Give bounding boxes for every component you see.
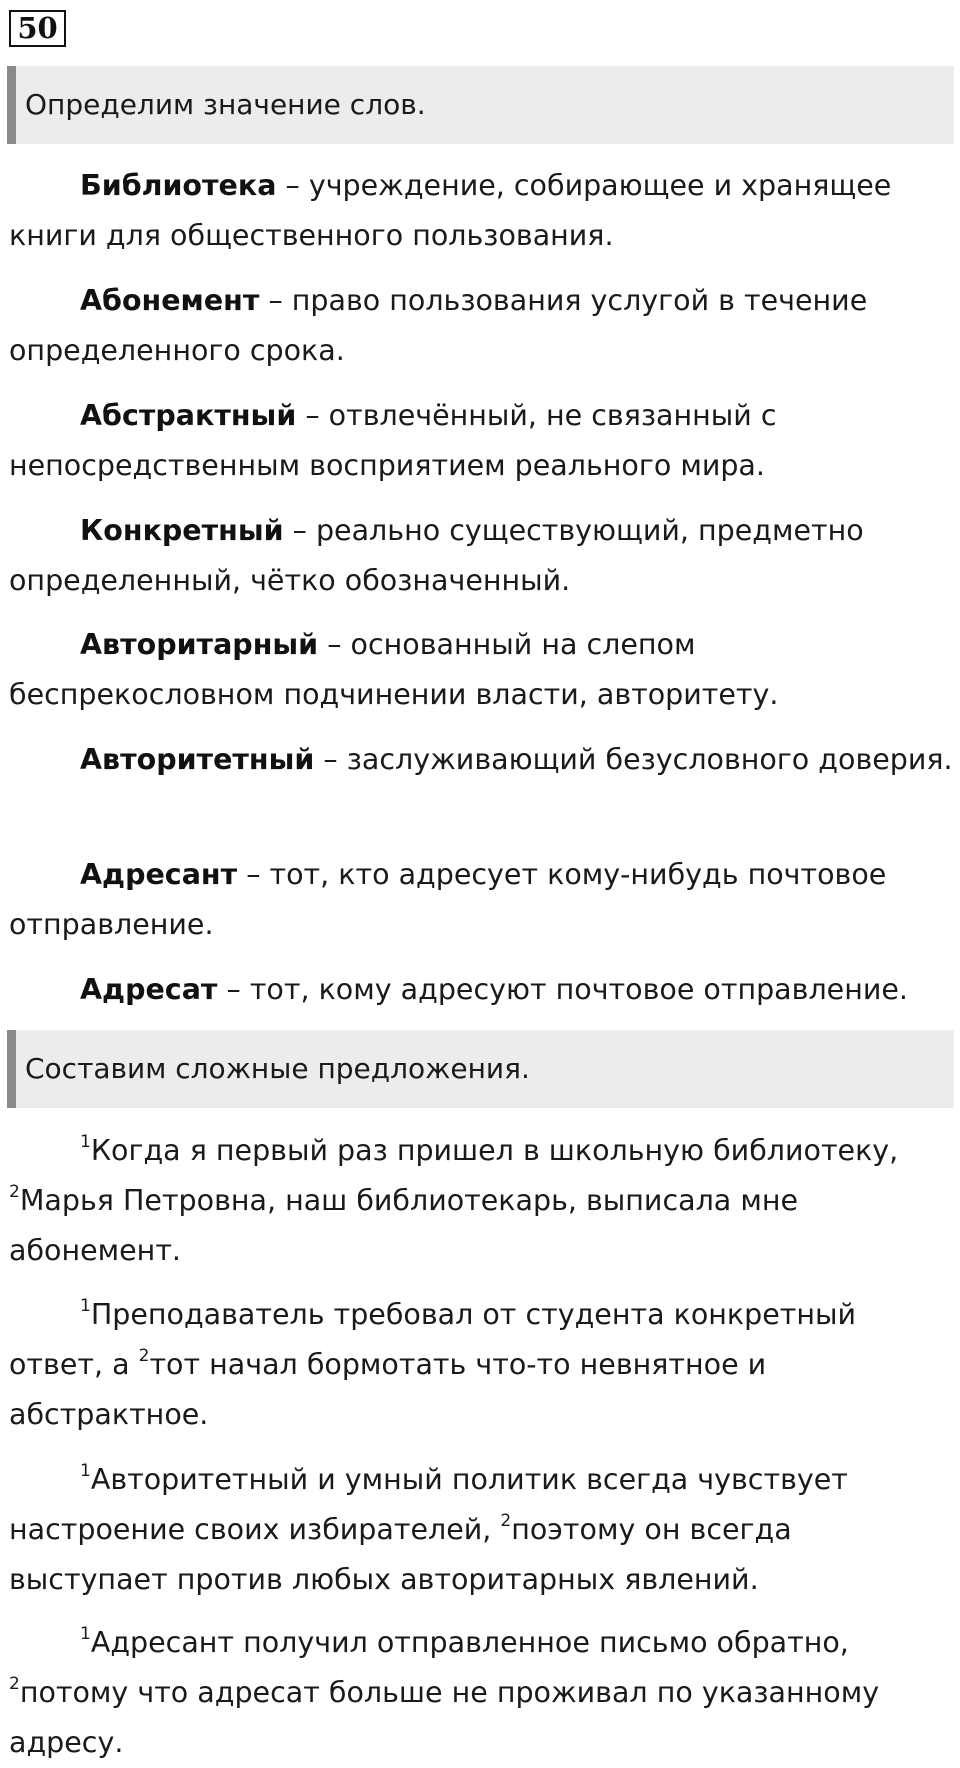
sentence-paragraph (9, 1290, 954, 1440)
section-heading-definitions: Определим значение слов. (7, 66, 954, 144)
definition-term: Адресат (80, 973, 218, 1006)
clause-text: тот начал бормотать что-то невнятное и абстрактное. (9, 1348, 767, 1431)
definition-separator: – (283, 514, 316, 547)
definition-term: Адресант (80, 858, 238, 891)
definition-paragraph (9, 735, 954, 785)
definition-separator: – (217, 973, 250, 1006)
definition-paragraph (9, 965, 954, 1015)
section-heading-sentences: Составим сложные предложения. (7, 1030, 954, 1108)
definition-term: Библиотека (80, 169, 277, 202)
definition-separator: – (276, 169, 309, 202)
clause-text: Когда я первый раз пришел в школьную библиотеку, (90, 1134, 899, 1167)
clause-marker: 1 (80, 1624, 91, 1644)
definition-term: Авторитетный (80, 743, 315, 776)
definition-separator: – (237, 858, 270, 891)
clause-marker: 2 (500, 1511, 512, 1531)
task-number-box: 50 (9, 10, 66, 47)
sentence-paragraph (9, 1618, 954, 1768)
sentence-paragraph (9, 1455, 954, 1605)
clause-marker: 2 (9, 1182, 20, 1202)
definition-paragraph (9, 506, 954, 606)
sentence-paragraph (9, 1126, 954, 1276)
definition-term: Абонемент (80, 284, 260, 317)
definition-text: учреждение, собирающее и хранящее книги для общественного пользования. (9, 169, 892, 252)
clause-text: Адресант получил отправленное письмо обратно, (90, 1626, 849, 1659)
definition-term: Абстрактный (80, 399, 297, 432)
clause-text: Авторитетный и умный политик всегда чувствует настроение своих избирателей, (9, 1463, 848, 1546)
clause-text: Преподаватель требовал от студента конкретный ответ, а (9, 1298, 856, 1381)
definition-paragraph (9, 276, 954, 376)
definition-paragraph (9, 850, 954, 950)
definition-separator: – (259, 284, 292, 317)
clause-text: поэтому он всегда выступает против любых авторитарных явлений. (9, 1513, 792, 1596)
clause-text: Марья Петровна, наш библиотекарь, выписала мне абонемент. (9, 1184, 798, 1267)
definition-text: заслуживающий безусловного доверия. (346, 743, 953, 776)
definition-paragraph (9, 391, 954, 491)
definition-text: тот, кто адресует кому-нибудь почтовое отправление. (9, 858, 887, 941)
clause-marker: 2 (138, 1346, 150, 1366)
definition-separator: – (314, 743, 347, 776)
definition-text: тот, кому адресуют почтовое отправление. (249, 973, 908, 1006)
clause-marker: 1 (80, 1132, 91, 1152)
clause-marker: 1 (80, 1296, 91, 1316)
definition-text: право пользования услугой в течение определенного срока. (9, 284, 868, 367)
definition-separator: – (318, 628, 351, 661)
definition-paragraph (9, 620, 954, 720)
clause-text: потому что адресат больше не проживал по указанному адресу. (9, 1676, 880, 1759)
clause-marker: 2 (9, 1674, 20, 1694)
definition-term: Конкретный (80, 514, 284, 547)
definition-text: основанный на слепом беспрекословном подчинении власти, авторитету. (9, 628, 779, 711)
clause-marker: 1 (80, 1461, 91, 1481)
definition-text: отвлечённый, не связанный с непосредственным восприятием реального мира. (9, 399, 777, 482)
definition-term: Авторитарный (80, 628, 319, 661)
definition-separator: – (296, 399, 329, 432)
definition-text: реально существующий, предметно определенный, чётко обозначенный. (9, 514, 864, 597)
definition-paragraph (9, 161, 954, 261)
